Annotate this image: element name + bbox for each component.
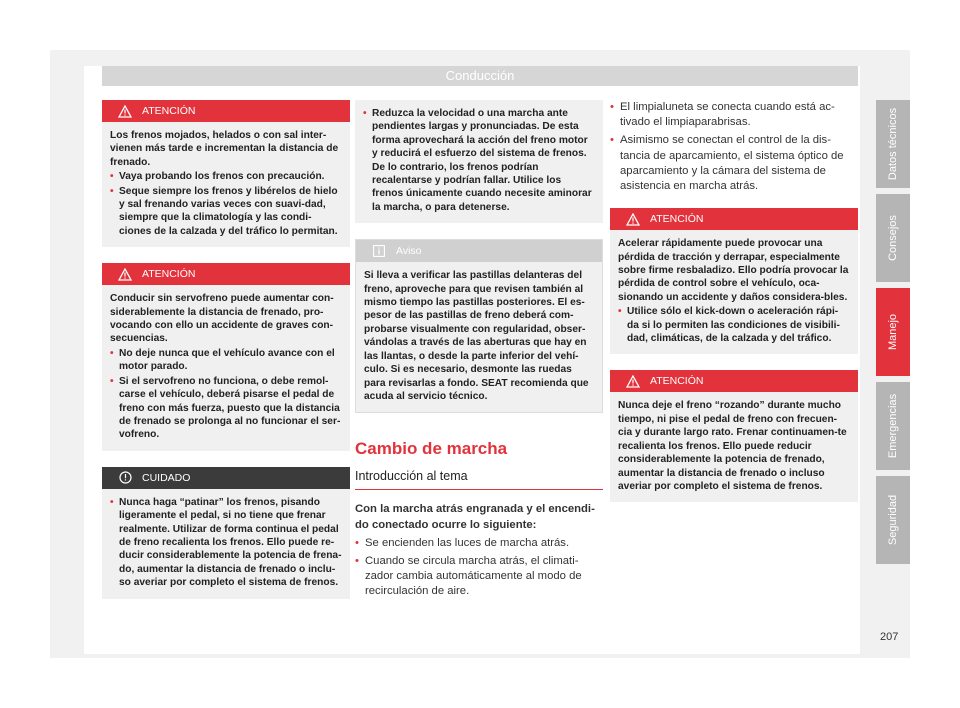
list-item: • Cuando se circula marcha atrás, el climati-zador cambia automáticamente al modo de recirculación de aire.	[355, 554, 603, 600]
warning-header	[102, 263, 350, 285]
warning-box	[102, 100, 350, 247]
tab-label: Emergencias	[887, 393, 900, 459]
warning-box	[102, 263, 350, 450]
caution-label: CUIDADO	[142, 471, 191, 484]
warning-bullet: • Utilice sólo el kick-down o aceleración rápi-da si lo permiten las condiciones de visibili-dad, climáticas, de la calzada y del tráfico.	[618, 305, 850, 345]
note-label: Aviso	[396, 245, 422, 258]
note-header	[356, 240, 602, 262]
warning-triangle-icon	[118, 267, 132, 281]
tab-label: Consejos	[887, 215, 900, 261]
column-3	[610, 100, 858, 518]
section-subtitle: Introducción al tema	[355, 469, 603, 490]
list-item: • Asimismo se conectan el control de la dis-tancia de aparcamiento, el sistema óptico de aparcamiento y la cámara del sistema de asistencia en marcha atrás.	[610, 133, 858, 194]
warning-header	[102, 100, 350, 122]
tab-label: Datos técnicos	[887, 107, 899, 181]
tab-manejo[interactable]	[876, 288, 910, 376]
section-intro: Con la marcha atrás engranada y el encendi-do conectado ocurre lo siguiente:	[355, 503, 595, 531]
caution-header	[102, 467, 350, 489]
note-text: Si lleva a verificar las pastillas delanteras del freno, aproveche para que revisen también al mismo tiempo las pastillas posteriores. El es-pesor de las pastillas de freno deberá com-probarse visualmente con regularidad, obser-vándolas a través de las aberturas que hay en las llantas, o desde la parte inferior del vehí-culo. Si es necesario, desmonte las ruedas para revisarlas a fondo. SEAT recomienda que acuda al servicio técnico.	[364, 270, 589, 402]
warning-bullet: • Si el servofreno no funciona, o debe remol-carse el vehículo, deberá pisarse el pedal de freno con más fuerza, puesto que la distancia de frenado se prolonga al no funcionar el ser-vofreno.	[110, 375, 342, 442]
warning-bullet: • Vaya probando los frenos con precaución.	[110, 170, 342, 183]
caution-bullet: • Nunca haga “patinar” los frenos, pisando ligeramente el pedal, si no tiene que frenar realmente. Utilizar de forma continua el pedal de freno recalienta los frenos. Ello puede re-ducir considerablemente la potencia de frena-do, aumentar la distancia de frenado o inclu-so averiar por completo el sistema de frenos.	[110, 496, 342, 590]
page-number: 207	[880, 631, 899, 643]
tab-emergencias[interactable]	[876, 382, 910, 470]
caution-body	[102, 489, 350, 599]
warning-box	[610, 208, 858, 354]
warning-triangle-icon	[118, 104, 132, 118]
section-body	[610, 100, 858, 194]
tab-datos-tecnicos[interactable]	[876, 100, 910, 188]
list-item: • Se encienden las luces de marcha atrás.	[355, 536, 603, 551]
note-box	[355, 239, 603, 413]
warning-label: ATENCIÓN	[650, 375, 704, 388]
caution-box	[102, 467, 350, 599]
warning-intro: Acelerar rápidamente puede provocar una pérdida de tracción y derrapar, especialmente sobre firme resbaladizo. Ello podría provocar la pérdida de control sobre el vehículo, oca-sionando un accidente y daños considera-bles.	[618, 238, 849, 303]
warning-body	[102, 285, 350, 450]
warning-label: ATENCIÓN	[650, 213, 704, 226]
warning-box	[610, 370, 858, 502]
warning-triangle-icon	[626, 374, 640, 388]
warning-header	[610, 208, 858, 230]
warning-body	[610, 392, 858, 502]
list-item: • El limpialuneta se conecta cuando está ac-tivado el limpiaparabrisas.	[610, 100, 858, 130]
column-1	[102, 100, 350, 615]
warning-bullet: • No deje nunca que el vehículo avance con el motor parado.	[110, 347, 342, 374]
section-body	[355, 502, 603, 599]
tab-consejos[interactable]	[876, 194, 910, 282]
warning-label: ATENCIÓN	[142, 105, 196, 117]
tab-label: Manejo	[887, 313, 900, 351]
chapter-tabs	[876, 100, 910, 570]
warning-intro: Nunca deje el freno “rozando” durante mucho tiempo, ni pise el pedal de freno con frecuen-cia y durante largo rato. Frenar continuamen-te recalienta los frenos. Ello puede reducir considerablemente la potencia de frenado, aumentar la distancia de frenado o incluso averiar por completo el sistema de frenos.	[618, 400, 847, 492]
warning-body	[102, 122, 350, 247]
warning-continuation-box	[355, 100, 603, 223]
column-2	[355, 100, 603, 600]
info-icon	[372, 244, 386, 258]
note-body	[356, 262, 602, 412]
warning-intro: Conducir sin servofreno puede aumentar con-siderablemente la distancia de frenado, pro-vocando con ello un accidente de graves con-secuencias.	[110, 293, 334, 345]
warning-bullet: • Seque siempre los frenos y libérelos de hielo y sal frenando varias veces con suavi-dad, siempre que la climatología y las condi-ciones de la calzada y del tráfico lo permitan.	[110, 185, 342, 239]
tab-label: Seguridad	[887, 494, 899, 546]
chapter-header: Conducción	[102, 66, 858, 86]
warning-intro: Los frenos mojados, helados o con sal inter-vienen más tarde e incrementan la distancia de frenado.	[110, 130, 339, 168]
warning-label: ATENCIÓN	[142, 268, 196, 281]
warning-body	[610, 230, 858, 354]
warning-bullet: • Reduzca la velocidad o una marcha ante pendientes largas y pronunciadas. De esta forma aprovechará la acción del freno motor y reducirá el esfuerzo del sistema de frenos. De lo contrario, los frenos podrían recalentarse y podrían fallar. Utilice los frenos únicamente cuando necesite aminorar la marcha, o para detenerse.	[363, 107, 595, 214]
warning-header	[610, 370, 858, 392]
warning-body	[355, 100, 603, 223]
section-title: Cambio de marcha	[355, 439, 508, 459]
warning-triangle-icon	[626, 212, 640, 226]
tab-seguridad[interactable]	[876, 476, 910, 564]
caution-circle-icon	[118, 471, 132, 485]
